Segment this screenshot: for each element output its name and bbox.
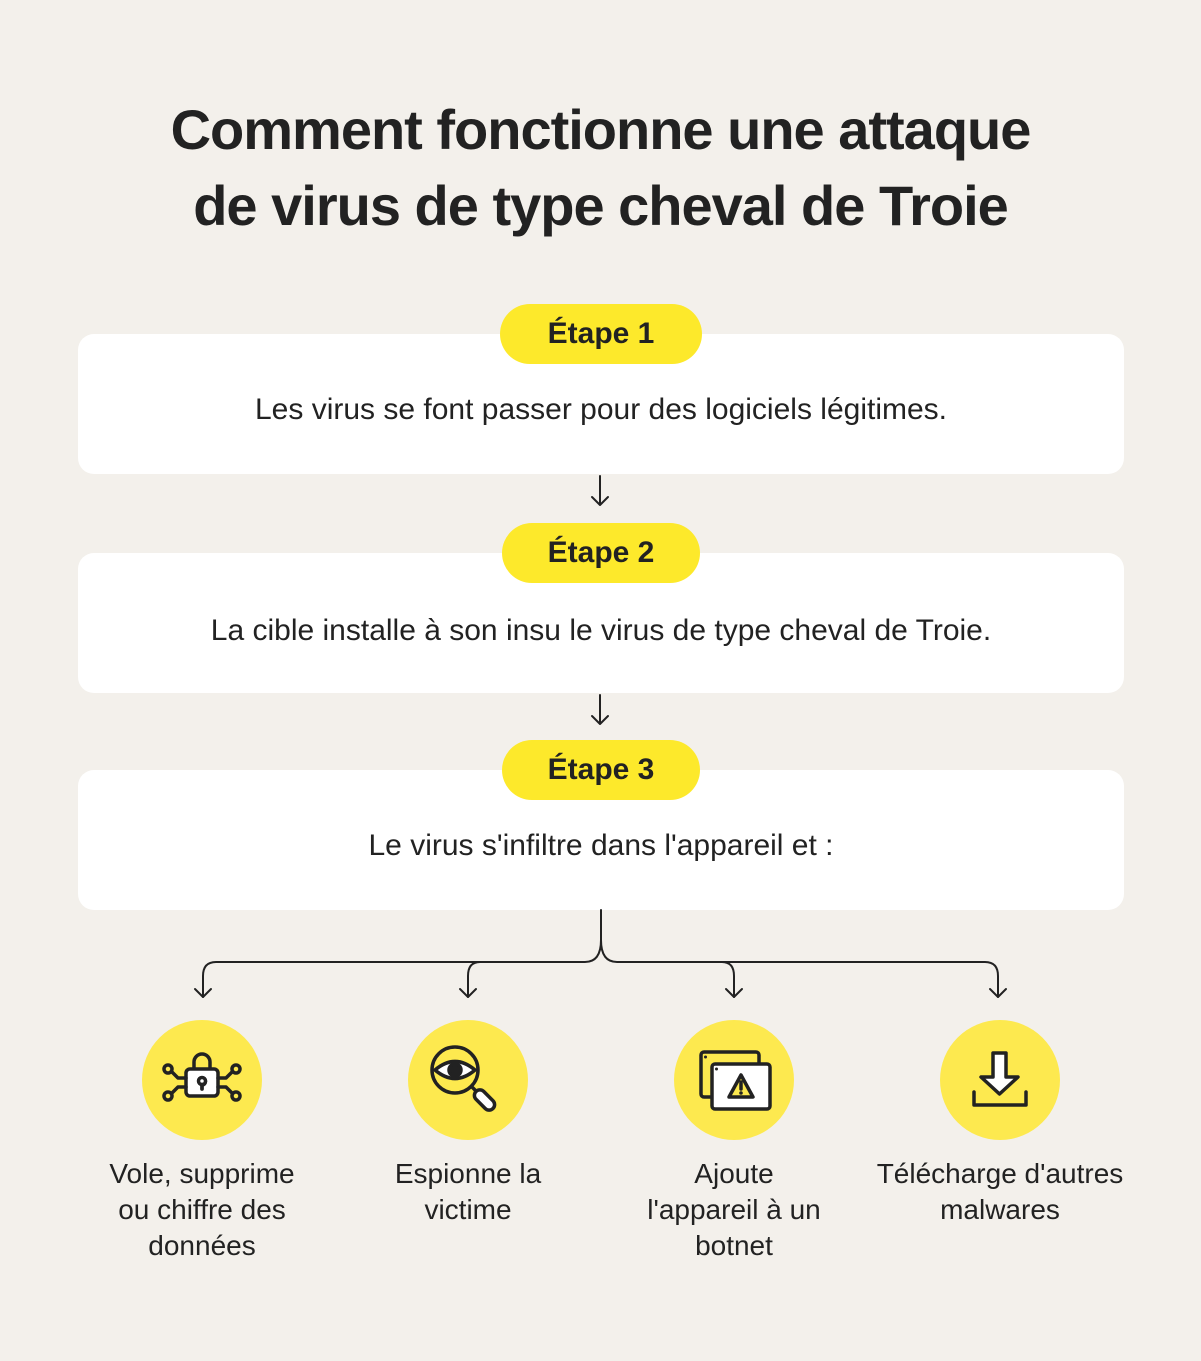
outcome-2-icon-circle xyxy=(408,1020,528,1140)
download-icon xyxy=(940,1020,1060,1140)
branch-connector xyxy=(0,908,1201,1008)
outcome-1-icon-circle xyxy=(142,1020,262,1140)
outcome-1-label: Vole, supprime ou chiffre des données xyxy=(109,1158,295,1261)
step-3-text: Le virus s'infiltre dans l'appareil et : xyxy=(368,829,834,862)
down-arrow-icon xyxy=(588,693,612,727)
outcome-2-label: Espionne la victime xyxy=(394,1158,542,1225)
lock-network-icon xyxy=(142,1020,262,1140)
down-arrow-icon xyxy=(588,474,612,508)
step-1-text: Les virus se font passer pour des logiciels légitimes. xyxy=(255,393,947,426)
outcome-3-icon-circle xyxy=(674,1020,794,1140)
title-line-2: de virus de type cheval de Troie xyxy=(193,174,1008,237)
step-3-badge: Étape 3 xyxy=(502,740,700,800)
outcome-4-label: Télécharge d'autres malwares xyxy=(876,1158,1124,1225)
eye-magnifier-icon xyxy=(408,1020,528,1140)
step-1-badge: Étape 1 xyxy=(500,304,702,364)
step-2-badge: Étape 2 xyxy=(502,523,700,583)
page-title xyxy=(0,92,1201,244)
title-line-1: Comment fonctionne une attaque xyxy=(170,98,1031,161)
windows-warning-icon xyxy=(674,1020,794,1140)
step-2-text: La cible installe à son insu le virus de type cheval de Troie. xyxy=(210,614,992,647)
outcome-4-icon-circle xyxy=(940,1020,1060,1140)
outcome-3-label: Ajoute l'appareil à un botnet xyxy=(647,1158,821,1261)
